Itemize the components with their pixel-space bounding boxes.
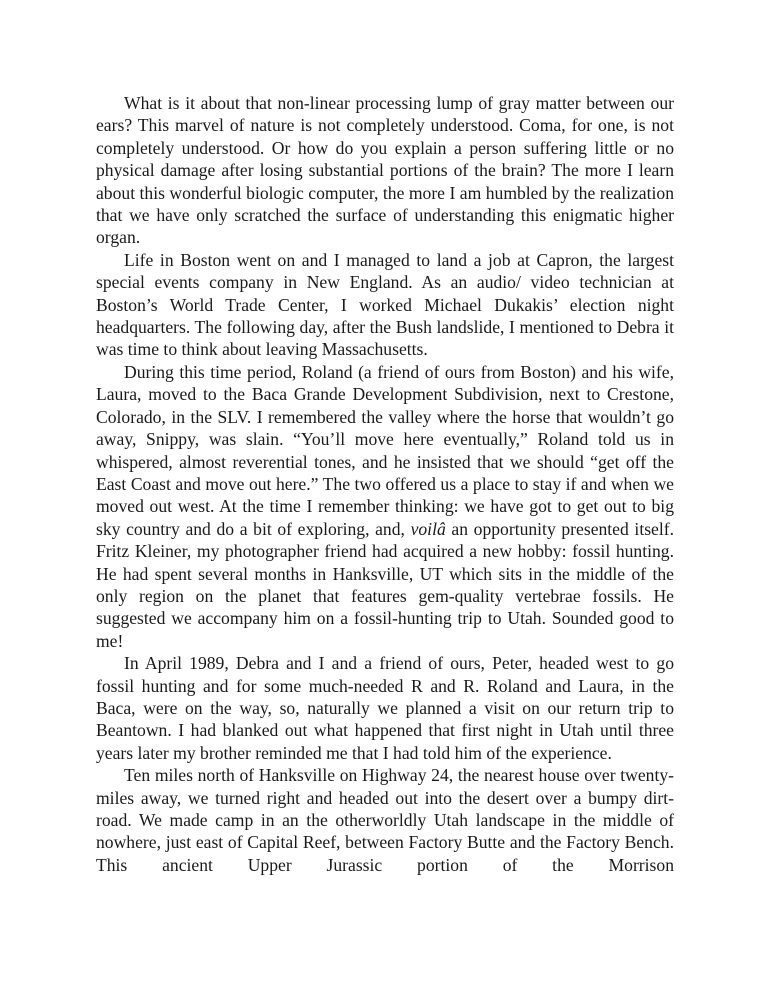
paragraph-roland <box>96 361 674 652</box>
book-page <box>96 92 674 876</box>
paragraph-brain: What is it about that non-linear processing lump of gray matter between our ears? This marvel of nature is not completely understood. Coma, for one, is not completely understood. Or how do you explain a person suffering little or no physical damage after losing substantial portions of the brain? The more I learn about this wonderful biologic computer, the more I am humbled by the realization that we have only scratched the surface of understanding this enigmatic higher organ. <box>96 93 674 248</box>
paragraph-roland-part-2: an opportunity presented itself. Fritz Kleiner, my photographer friend had acquired a new hobby: fossil hunting. He had spent several months in Hanksville, UT which sits in the middle of the only region on the planet that features gem-quality vertebrae fossils. He suggested we accompany him on a fossil-hunting trip to Utah. Sounded good to me! <box>96 518 675 651</box>
paragraph-april-1989: In April 1989, Debra and I and a friend of ours, Peter, headed west to go fossil hunting and for some much-needed R and R. Roland and Laura, in the Baca, were on the way, so, naturally we planned a visit on our return trip to Beantown. I had blanked out what happened that first night in Utah until three years later my brother reminded me that I had told him of the experience. <box>96 653 674 763</box>
paragraph-hanksville: Ten miles north of Hanksville on Highway 24, the nearest house over twenty-miles away, we turned right and headed out into the desert over a bumpy dirt-road. We made camp in an the otherworldly Utah landscape in the middle of nowhere, just east of Capital Reef, between Factory Butte and the Factory Bench. This ancient Upper Jurassic portion of the Morrison <box>96 765 674 875</box>
paragraph-boston: Life in Boston went on and I managed to land a job at Capron, the largest special events company in New England. As an audio/ video technician at Boston’s World Trade Center, I worked Michael Dukakis’ election night headquarters. The following day, after the Bush landslide, I mentioned to Debra it was time to think about leaving Massachusetts. <box>96 249 674 360</box>
italic-voila: voilâ <box>410 518 446 539</box>
paragraph-roland-part-1: During this time period, Roland (a friend of ours from Boston) and his wife, Laura, moved to the Baca Grande Development Subdivision, next to Crestone, Colorado, in the SLV. I remembered the valley where the horse that wouldn’t go away, Snippy, was slain. “You’ll move here eventually,” Roland told us in whispered, almost reverential tones, and he insisted that we should “get off the East Coast and move out here.” The two offered us a place to stay if and when we moved out west. At the time I remember thinking: we have got to get out to big sky country and do a bit of exploring, and, <box>96 361 674 539</box>
